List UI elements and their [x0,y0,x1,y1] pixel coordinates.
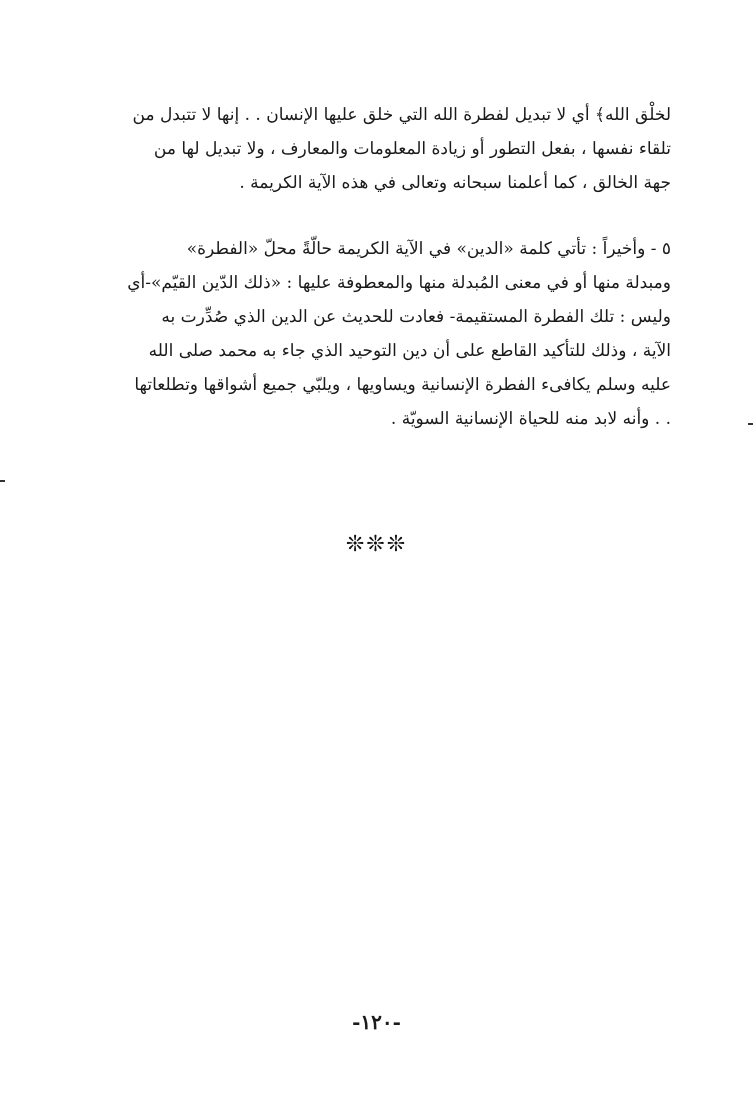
paragraph-1 [96,98,671,200]
paragraph-line: وليس : تلك الفطرة المستقيمة- فعادت للحديث عن الدين الذي صُدِّرت به [161,307,671,327]
scan-edge-mark [748,423,753,425]
section-separator: ❊❊❊ [345,532,408,557]
paragraph-line: ٥ - وأخيراً : تأتي كلمة «الدين» في الآية الكريمة حالّةً محلّ «الفطرة» [186,239,671,259]
paragraph-line: عليه وسلم يكافىء الفطرة الإنسانية ويساويها ، ويلبّي جميع أشواقها وتطلعاتها [134,375,671,395]
paragraph-2 [96,232,671,436]
paragraph-line: لخلْق الله﴾ أي لا تبديل لفطرة الله التي خلق عليها الإنسان . . إنها لا تتبدل من [132,105,671,125]
paragraph-line: الآية ، وذلك للتأكيد القاطع على أن دين التوحيد الذي جاء به محمد صلى الله [148,341,671,361]
paragraph-line: تلقاء نفسها ، بفعل التطور أو زيادة المعلومات والمعارف ، ولا تبديل لها من [153,139,671,159]
scan-edge-mark [0,480,5,482]
paragraph-line: . . وأنه لابد منه للحياة الإنسانية السويّة . [390,409,671,429]
paragraph-line: ومبدلة منها أو في معنى المُبدلة منها والمعطوفة عليها : «ذلك الدّين القيّم»-أي [127,273,671,293]
page-number: -١٢٠- [352,1010,401,1034]
paragraph-line: جهة الخالق ، كما أعلمنا سبحانه وتعالى في هذه الآية الكريمة . [239,173,671,193]
